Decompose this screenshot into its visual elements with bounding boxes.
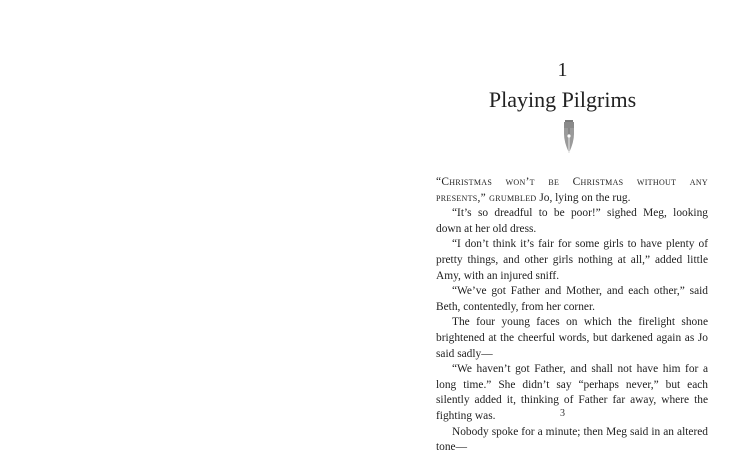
paragraph: “It’s so dreadful to be poor!” sighed Meg, looking down at her old dress.	[436, 207, 708, 235]
paragraph: “We haven’t got Father, and shall not have him for a long time.” She didn’t say “perhaps never,” but each silently added it, thinking of Father far away, where the fighting was.	[436, 363, 708, 422]
left-page-blank	[0, 0, 375, 443]
pen-nib-icon	[562, 120, 576, 154]
paragraph	[436, 175, 708, 206]
paragraph: “We’ve got Father and Mother, and each other,” said Beth, contentedly, from her corner.	[436, 285, 708, 313]
chapter-title: Playing Pilgrims	[488, 87, 637, 112]
page-number: 3	[560, 408, 565, 419]
chapter-number: 1	[557, 59, 568, 81]
paragraph: “I don’t think it’s fair for some girls to have plenty of pretty things, and other girls nothing at all,” added little Amy, with an injured sniff.	[436, 238, 708, 282]
chapter-body	[436, 175, 708, 456]
paragraph: The four young faces on which the firelight shone brightened at the cheerful words, but darkened again as Jo said sadly—	[436, 316, 708, 360]
opening-smallcaps: “Christmas won’t be Christmas without any presents,” grumbled	[436, 176, 708, 204]
paragraph-text: Jo, lying on the rug.	[536, 191, 631, 204]
paragraph: Nobody spoke for a minute; then Meg said in an altered tone—	[436, 425, 708, 454]
